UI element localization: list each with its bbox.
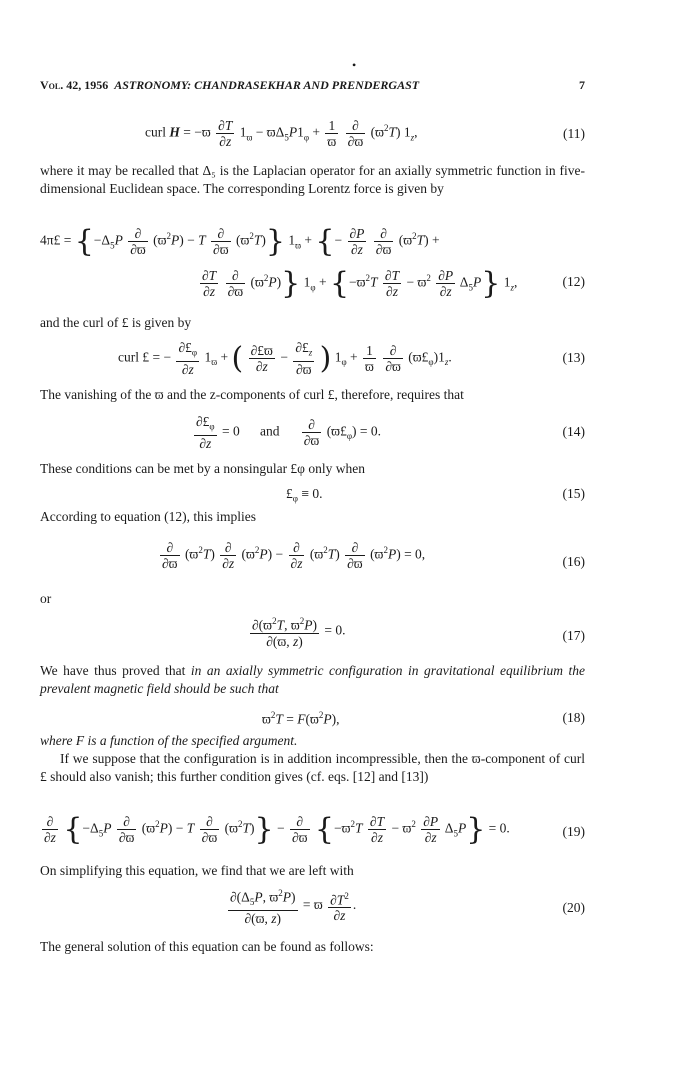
equation-20-body: $\frac{\partial(\Delta_5P, ϖ^2P)}{\partial(ϖ, z)}$ = ϖ $\frac{\partial T^2}{\partial z}$ . <box>230 888 357 927</box>
running-header <box>40 78 585 96</box>
equation-number-20: (20) <box>562 900 585 915</box>
paragraph-8: where F is a function of the specified argument. <box>40 733 298 748</box>
equation-19 <box>40 810 585 856</box>
equation-16-body: $\frac{\partial}{\partial ϖ}$ $(ϖ^2T)$ $\frac{\partial}{\partial z}$ $(ϖ^2P)$ − $\frac{\partial}{\partial z}$ $(ϖ^2T)$ $\frac{\partial}{\partial ϖ}$ $(ϖ^2P) = 0$, <box>162 540 426 571</box>
paragraph-11: The general solution of this equation can be found as follows: <box>40 939 374 954</box>
equation-number-12: (12) <box>562 274 585 289</box>
equation-number-19: (19) <box>562 824 585 839</box>
equation-14-and: and <box>260 423 280 439</box>
stray-dot: • <box>352 58 357 72</box>
paragraph-7 <box>40 662 585 697</box>
equation-12-line-2: $\frac{\partial T}{\partial z}$ $\frac{\partial}{\partial ϖ}$ $(ϖ^2P)$} $1_\varphi + \{-ϖ^2T$ $\frac{\partial T}{\partial z}$ − $ϖ^2$ $\frac{\partial P}{\partial z}$ $\Delta_5P$} $1_z$, <box>202 266 518 301</box>
header-left <box>40 78 419 93</box>
equation-number-17: (17) <box>562 628 585 643</box>
equation-11-body: curl H = −ϖ $\frac{\partial T}{\partial z}$ $1_ϖ - ϖ\Delta_5P1_\varphi$ + $\frac{1}{ϖ}$ $\frac{\partial}{\partial ϖ}$ $(ϖ^2T)$ $1_z$, <box>145 118 418 149</box>
equation-15 <box>40 484 585 506</box>
equation-17 <box>40 612 585 656</box>
equation-17-body: $\frac{\partial(ϖ^2T, ϖ^2P)}{\partial(ϖ, z)}$ = 0. <box>252 616 346 649</box>
equation-20 <box>40 884 585 930</box>
equation-11 <box>40 112 585 152</box>
paragraph-2: and the curl of £ is given by <box>40 315 192 330</box>
paragraph-10: On simplifying this equation, we find that we are left with <box>40 863 354 878</box>
paragraph-4: These conditions can be met by a nonsingular £φ only when <box>40 461 365 476</box>
equation-14-body: $\frac{\partial£_\varphi}{\partial z}$ = 0 and $\frac{\partial}{\partial ϖ}$ $(ϖ£_\varphi) = 0$. <box>196 414 382 451</box>
equation-number-11: (11) <box>563 126 585 141</box>
equation-number-13: (13) <box>562 350 585 365</box>
paragraph-9: If we suppose that the configuration is in addition incompressible, then the ϖ-component of curl £ should also vanish; this further condition gives (cf. eqs. [12] and [13]) <box>40 751 585 784</box>
equation-14 <box>40 410 585 454</box>
equation-16 <box>40 536 585 584</box>
equation-15-body: $£_\varphi \equiv 0$. <box>286 486 323 504</box>
header-volume: Vol. 42, 1956 <box>40 78 109 92</box>
paragraph-5: According to equation (12), this implies <box>40 509 256 524</box>
equation-13-body: curl £ = − $\frac{\partial£_\varphi}{\partial z}$ $1_ϖ$ + ( $\frac{\partial£ϖ}{\partial z}$ − $\frac{\partial£_z}{\partial ϖ}$ ) $1_\varphi$ + $\frac{1}{ϖ}$ $\frac{\partial}{\partial ϖ}$ $(ϖ£_\varphi)1_z$. <box>118 340 452 377</box>
equation-number-15: (15) <box>562 486 585 501</box>
paragraph-3: The vanishing of the ϖ and the z-components of curl £, therefore, requires that <box>40 387 464 402</box>
equation-number-18: (18) <box>562 710 585 725</box>
equation-number-14: (14) <box>562 424 585 439</box>
paragraph-7-theorem: in an axially symmetric configuration in gravitational equilibrium the prevalent magnetic field should be such that <box>40 663 585 696</box>
equation-18-body: $ϖ^2T = F(ϖ^2P)$, <box>262 710 340 727</box>
equation-12-line-1: 4π£ = {$-\Delta_5P$ $\frac{\partial}{\partial ϖ}$ $(ϖ^2P) - T$ $\frac{\partial}{\partial ϖ}$ $(ϖ^2T)$} $1_ϖ$ + {− $\frac{\partial P}{\partial z}$ $\frac{\partial}{\partial ϖ}$ $(ϖ^2T)$ + <box>40 224 440 259</box>
paragraph-7-lead: We have thus proved that <box>40 663 191 678</box>
equation-19-body: $\frac{\partial}{\partial z}$ {$-\Delta_5P$ $\frac{\partial}{\partial ϖ}$ $(ϖ^2P) - T$ $\frac{\partial}{\partial ϖ}$ $(ϖ^2T)$} − $\frac{\partial}{\partial ϖ}$ {$-ϖ^2T$ $\frac{\partial T}{\partial z}$ − $ϖ^2$ $\frac{\partial P}{\partial z}$ $\Delta_5P\} = 0$. <box>44 812 510 847</box>
paragraph-1: where it may be recalled that Δ₅ is the Laplacian operator for an axially symmetric function in five-dimensional Euclidean space. The corresponding Lorentz force is given by <box>40 163 585 196</box>
equation-18 <box>40 708 585 730</box>
header-title: ASTRONOMY: CHANDRASEKHAR AND PRENDERGAST <box>114 78 420 92</box>
paragraph-6: or <box>40 591 52 606</box>
equation-12 <box>40 218 585 310</box>
page-number: 7 <box>579 78 585 92</box>
equation-number-16: (16) <box>562 554 585 569</box>
equation-13 <box>40 336 585 380</box>
